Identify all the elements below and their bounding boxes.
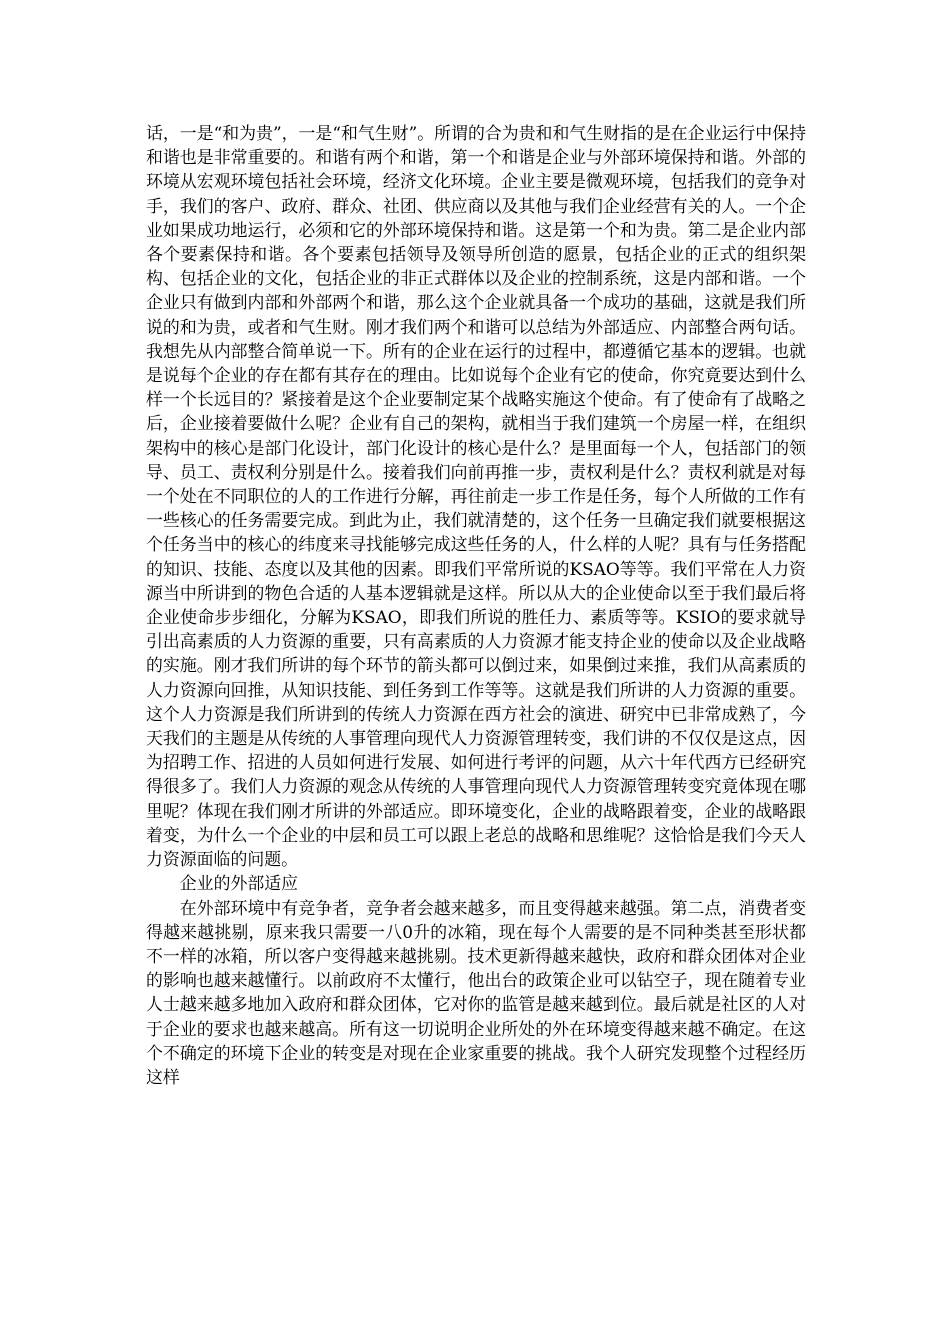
body-paragraph-2: 在外部环境中有竞争者，竞争者会越来越多，而且变得越来越强。第二点，消费者变得越来越挑剔，原来我只需要一八0升的冰箱，现在每个人需要的是不同种类甚至形状都不一样的冰箱，所以客户变得越来越挑剔。技术更新得越来越快，政府和群众团体对企业的影响也越来越懂行。以前政府不太懂行，他出台的政策企业可以钻空子，现在随着专业人士越来越多地加入政府和群众团体，它对你的监管是越来越到位。最后就是社区的人对于企业的要求也越来越高。所有这一切说明企业所处的外在环境变得越来越不确定。在这个不确定的环境下企业的转变是对现在企业家重要的挑战。我个人研究发现整个过程经历这样 — [146, 897, 806, 1087]
body-paragraph-1: 话，一是“和为贵”，一是“和气生财”。所谓的合为贵和和气生财指的是在企业运行中保持和谐也是非常重要的。和谐有两个和谐，第一个和谐是企业与外部环境保持和谐。外部的环境从宏观环境包括社会环境，经济文化环境。企业主要是微观环境，包括我们的竞争对手，我们的客户、政府、群众、社团、供应商以及其他与我们企业经营有关的人。一个企业如果成功地运行，必须和它的外部环境保持和谐。这是第一个和为贵。第二是企业内部各个要素保持和谐。各个要素包括领导及领导所创造的愿景，包括企业的正式的组织架构、包括企业的文化，包括企业的非正式群体以及企业的控制系统，这是内部和谐。一个企业只有做到内部和外部两个和谐，那么这个企业就具备一个成功的基础，这就是我们所说的和为贵，或者和气生财。刚才我们两个和谐可以总结为外部适应、内部整合两句话。我想先从内部整合简单说一下。所有的企业在运行的过程中，都遵循它基本的逻辑。也就是说每个企业的存在都有其存在的理由。比如说每个企业有它的使命，你究竟要达到什么样一个长远目的？紧接着是这个企业要制定某个战略实施这个使命。有了使命有了战略之后，企业接着要做什么呢？企业有自己的架构，就相当于我们建筑一个房屋一样，在组织架构中的核心是部门化设计，部门化设计的核心是什么？是里面每一个人，包括部门的领导、员工、责权利分别是什么。接着我们向前再推一步，责权利是什么？责权利就是对每一个处在不同职位的人的工作进行分解，再往前走一步工作是任务，每个人所做的工作有一些核心的任务需要完成。到此为止，我们就清楚的，这个任务一旦确定我们就要根据这个任务当中的核心的纬度来寻找能够完成这些任务的人，什么样的人呢？具有与任务搭配的知识、技能、态度以及其他的因素。即我们平常所说的KSAO等等。我们平常在人力资源当中所讲到的物色合适的人基本逻辑就是这样。所以从大的企业使命以至于我们最后将企业使命步步细化，分解为KSAO，即我们所说的胜任力、素质等等。KSIO的要求就导引出高素质的人力资源的重要，只有高素质的人力资源才能支持企业的使命以及企业战略的实施。刚才我们所讲的每个环节的箭头都可以倒过来，如果倒过来推，我们从高素质的人力资源向回推，从知识技能、到任务到工作等等。这就是我们所讲的人力资源的重要。这个人力资源是我们所讲到的传统人力资源在西方社会的演进、研究中已非常成熟了，今天我们的主题是从传统的人事管理向现代人力资源管理转变，我们讲的不仅仅是这点，因为招聘工作、招进的人员如何进行发展、如何进行考评的问题，从六十年代西方已经研究得很多了。我们人力资源的观念从传统的人事管理向现代人力资源管理转变究竟体现在哪里呢？体现在我们刚才所讲的外部适应。即环境变化，企业的战略跟着变，企业的战略跟着变，为什么一个企业的中层和员工可以跟上老总的战略和思维呢？这恰恰是我们今天人力资源面临的问题。 — [146, 123, 806, 870]
section-heading: 企业的外部适应 — [179, 873, 299, 894]
document-body — [146, 121, 806, 1089]
